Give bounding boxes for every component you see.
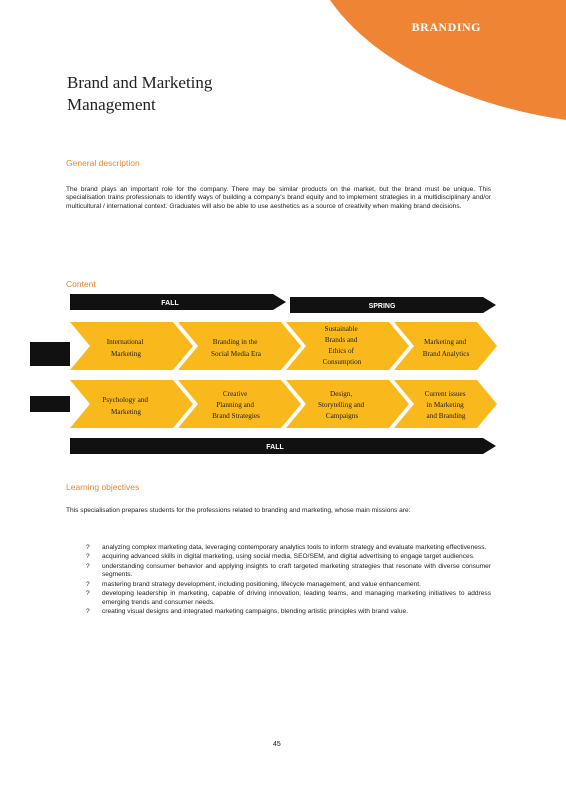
list-item <box>86 544 491 553</box>
chevron-label-line: Marketing <box>111 408 141 416</box>
chevron-label-line: Current issues <box>424 390 466 398</box>
bullet-marker: ? <box>86 544 90 551</box>
list-item <box>86 553 491 562</box>
general-description-heading: General description <box>66 158 140 168</box>
chevron-label-line: Campaigns <box>325 412 359 420</box>
timeline-label-fall-bottom: FALL <box>266 444 284 451</box>
chevron-label-line: Planning and <box>216 401 254 409</box>
list-item <box>86 581 491 590</box>
row-marker-1 <box>30 342 70 366</box>
chevron-label-line: Creative <box>222 390 248 398</box>
chevron-label-line: Psychology and <box>102 396 148 404</box>
title-line-1: Brand and Marketing <box>67 73 213 92</box>
bullet-marker: ? <box>86 580 90 588</box>
title-line-2: Management <box>67 95 156 114</box>
list-item-text: understanding consumer behavior and applying insights to craft targeted marketing strategies that resonate with diverse consumer segments. <box>102 562 491 579</box>
timeline-label-fall-top: FALL <box>161 300 179 307</box>
chevron-label-line: Sustainable <box>324 325 358 333</box>
bullet-marker: ? <box>86 562 90 570</box>
chevron-label-line: Design, <box>330 390 353 398</box>
chevron-label-line: Brands and <box>324 336 358 344</box>
chevron-label-line: in Marketing <box>426 401 464 409</box>
chevron-international-marketing <box>70 322 193 370</box>
chevron-label-line: Social Media Era <box>211 350 261 358</box>
list-item-text: creating visual designs and integrated marketing campaigns, blending artistic principles with brand value. <box>102 608 409 616</box>
page-number: 45 <box>273 741 281 748</box>
chevron-branding-social-media <box>178 322 301 370</box>
list-item-text: developing leadership in marketing, capable of driving innovation, leading teams, and managing marketing initiatives to address emerging trends and consumer needs. <box>102 590 491 606</box>
list-item <box>86 590 491 607</box>
bullet-marker: ? <box>86 608 90 616</box>
chevron-label-line: Branding in the <box>212 338 258 346</box>
chevron-label-line: and Branding <box>426 412 466 420</box>
chevron-label-current-issues <box>425 390 468 420</box>
list-item-text: acquiring advanced skills in digital marketing, using social media, SEO/SEM, and digital advertising to engage target audiences. <box>102 553 475 561</box>
learning-objectives-heading: Learning objectives <box>66 482 140 492</box>
timeline-label-spring: SPRING <box>368 303 396 310</box>
list-item-text: mastering brand strategy development, including positioning, lifecycle management, and value enhancement. <box>102 580 421 588</box>
page-title <box>67 72 212 116</box>
list-item-text: analyzing complex marketing data, leveraging contemporary analytics tools to inform strategy and evaluate marketing effectiveness. <box>102 544 487 551</box>
section-label: BRANDING <box>411 20 481 34</box>
chevron-label-line: Marketing <box>111 350 141 358</box>
banner-shape <box>330 0 566 120</box>
learning-objectives-list <box>86 544 491 618</box>
chevron-label-line: International <box>106 338 144 346</box>
list-item <box>86 608 491 617</box>
content-diagram <box>30 290 500 460</box>
general-description-text: The brand plays an important role for the company. There may be similar products on the market, but the brand must be unique. This specialisation trains professionals to identify ways of building a company's brand equity and to implement strategies in a multidisciplinary and/or multicultural / international context. Graduates will also be able to use aesthetics as a source of creativity when making brand decisions. <box>66 186 491 210</box>
row-marker-2 <box>30 396 70 412</box>
chevron-label-line: Brand Strategies <box>212 412 260 420</box>
content-heading: Content <box>66 279 96 289</box>
chevron-marketing-analytics <box>394 322 497 370</box>
chevron-psychology-marketing <box>70 380 193 428</box>
bullet-marker: ? <box>86 590 90 598</box>
list-item <box>86 563 491 580</box>
chevron-label-line: Marketing and <box>424 338 467 346</box>
chevron-label-line: Brand Analytics <box>422 350 470 358</box>
chevron-label-line: Consumption <box>322 358 362 366</box>
learning-objectives-intro: This specialisation prepares students for the professions related to branding and marketing, whose main missions are: <box>66 507 411 514</box>
bullet-marker: ? <box>86 553 90 561</box>
chevron-label-line: Storytelling and <box>318 401 365 409</box>
chevron-label-line: Ethics of <box>328 347 354 355</box>
